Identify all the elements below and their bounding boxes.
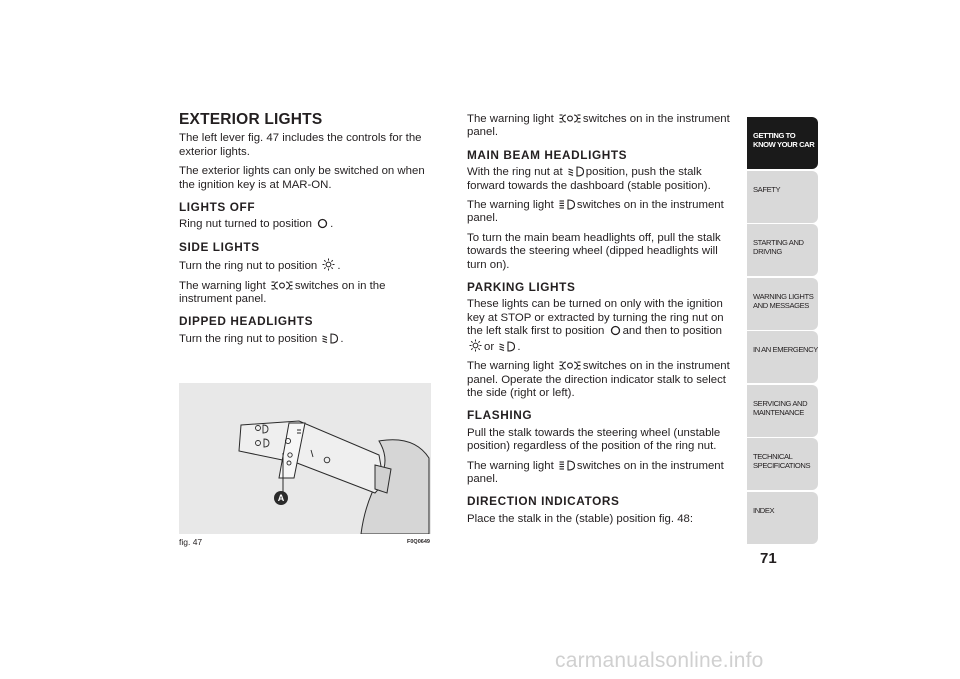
callout-a: A [274,491,288,505]
figure-47 [179,383,431,534]
main-beam-icon [559,199,575,210]
dipped-heading: DIPPED HEADLIGHTS [179,314,314,329]
footer-watermark: carmanualsonline.info [555,649,764,672]
figure-caption: fig. 47 [179,537,203,547]
side-lights-warning-icon [559,113,581,124]
right-column [467,113,735,532]
flashing-heading: FLASHING [467,408,533,423]
paragraph: Turn the ring nut to position . [179,260,341,273]
paragraph: These lights can be turned on only with the ignition key at STOP or extracted by turning the ring nut on the left stalk first to position and then to position or . [467,298,724,353]
side-lights-icon [322,258,335,271]
tab-index[interactable]: INDEX [747,492,818,544]
ring-off-icon [317,218,328,229]
dipped-beam-icon [568,166,584,177]
side-lights-icon [469,339,482,352]
side-lights-heading: SIDE LIGHTS [179,239,260,254]
paragraph: Place the stalk in the (stable) position fig. 48: [467,512,694,525]
page-number: 71 [760,550,777,567]
paragraph: To turn the main beam headlights off, pull the stalk towards the steering wheel (dipped headlights will turn on). [467,231,721,271]
parking-heading: PARKING LIGHTS [467,280,576,295]
tab-technical[interactable]: TECHNICAL SPECIFICATIONS [747,438,818,490]
tab-starting-driving[interactable]: STARTING AND DRIVING [747,224,818,276]
stalk-illustration [179,383,431,534]
tab-safety[interactable]: SAFETY [747,171,818,223]
paragraph: With the ring nut at position, push the stalk forward towards the dashboard (stable position). [467,166,711,192]
section-title: EXTERIOR LIGHTS [179,111,323,128]
dipped-beam-icon [322,333,338,344]
tab-emergency[interactable]: IN AN EMERGENCY [747,331,818,383]
paragraph: The left lever fig. 47 includes the controls for the exterior lights. [179,132,422,158]
tab-warning-lights[interactable]: WARNING LIGHTS AND MESSAGES [747,278,818,330]
tab-getting-to-know[interactable]: GETTING TO KNOW YOUR CAR [747,117,818,169]
ring-off-icon [610,325,621,336]
main-beam-heading: MAIN BEAM HEADLIGHTS [467,147,628,162]
paragraph: The warning light switches on in the instrument panel. Operate the direction indicator stalk to select the side (right or left). [467,360,730,399]
paragraph: The warning light switches on in the instrument panel. [179,279,386,306]
main-beam-icon [559,460,575,471]
lights-off-heading: LIGHTS OFF [179,200,256,215]
paragraph: The exterior lights can only be switched on when the ignition key is at MAR-ON. [179,165,425,191]
dipped-beam-icon [499,341,515,352]
paragraph: Ring nut turned to position . [179,218,334,231]
direction-heading: DIRECTION INDICATORS [467,494,620,509]
paragraph: The warning light switches on in the instrument panel. [467,113,730,139]
paragraph: Turn the ring nut to position . [179,332,344,345]
side-lights-warning-icon [559,360,581,371]
paragraph: Pull the stalk towards the steering wheel (unstable position) regardless of the position of the ring nut. [467,426,721,453]
tab-servicing[interactable]: SERVICING AND MAINTENANCE [747,385,818,437]
figure-code: F0Q0649 [407,539,430,545]
left-column [179,113,441,352]
side-lights-warning-icon [271,280,293,291]
paragraph: The warning light switches on in the instrument panel. [467,199,724,225]
chapter-tabs [747,117,818,545]
paragraph: The warning light switches on in the instrument panel. [467,459,724,485]
